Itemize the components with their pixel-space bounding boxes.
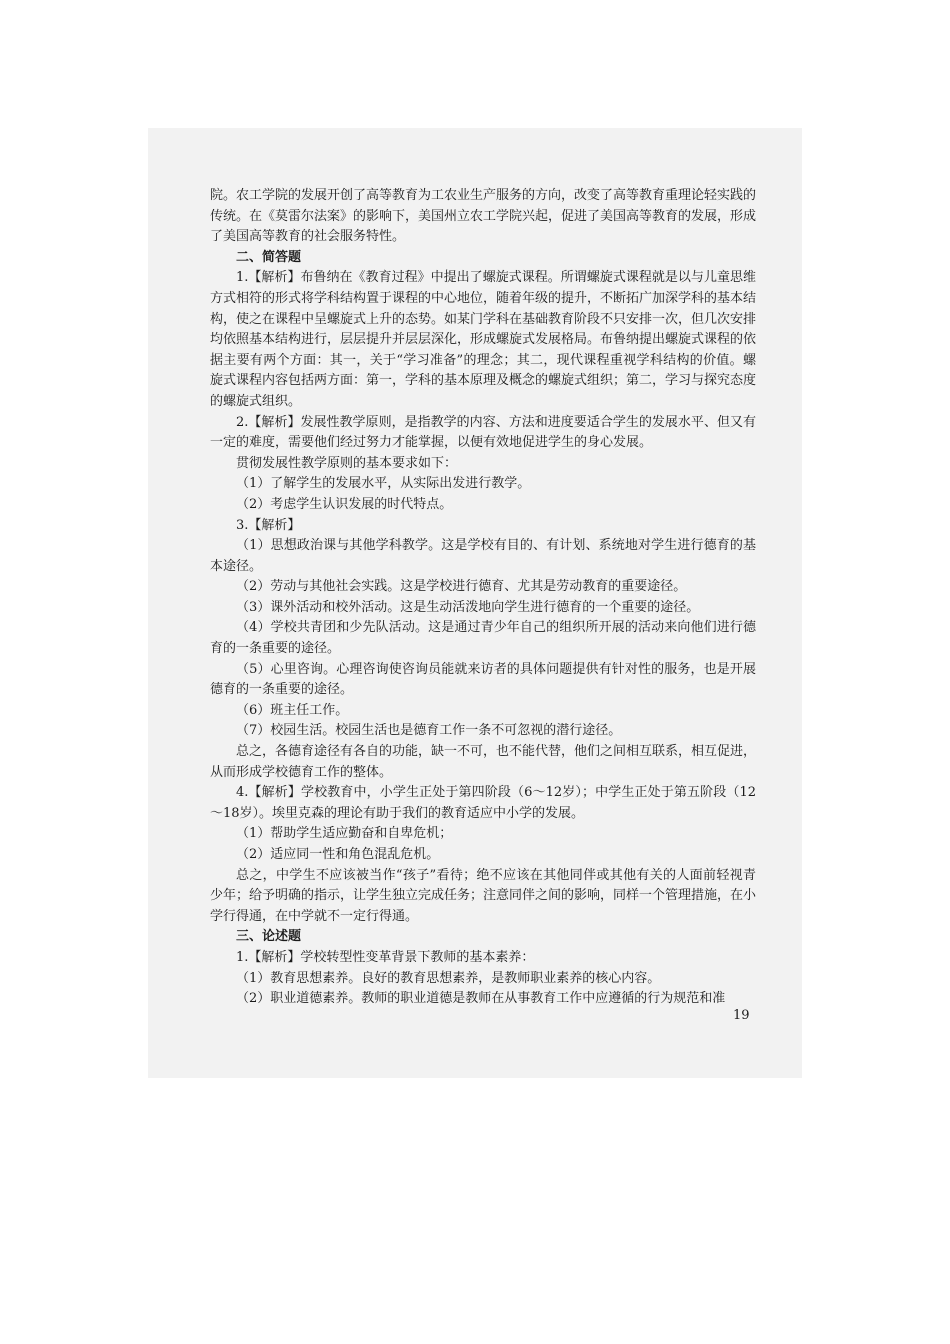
body-paragraph: （2）职业道德素养。教师的职业道德是教师在从事教育工作中应遵循的行为规范和准 [236, 991, 726, 1007]
body-paragraph: 1.【解析】布鲁纳在《教育过程》中提出了螺旋式课程。所谓螺旋式课程就是以与儿童思维方式相符的形式将学科结构置于课程的中心地位，随着年级的提升，不断拓广加深学科的基本结构，使之在课程中呈螺旋式上升的态势。如某门学科在基础教育阶段不只安排一次，但几次安排均依照基本结构进行，层层提升并层层深化，形成螺旋式发展格局。布鲁纳提出螺旋式课程的依据主要有两个方面：其一，关于“学习准备”的理念；其二，现代课程重视学科结构的价值。螺旋式课程内容包括两方面：第一，学科的基本原理及概念的螺旋式组织；第二，学习与探究态度的螺旋式组织。 [210, 270, 757, 409]
document-page [210, 186, 756, 1010]
body-paragraph: 总之，中学生不应该被当作“孩子”看待；绝不应该在其他同伴或其他有关的人面前轻视青少年；给予明确的指示，让学生独立完成任务；注意同伴之间的影响，同样一个管理措施，在小学行得通，在中学就不一定行得通。 [210, 867, 757, 924]
body-paragraph: （5）心里咨询。心理咨询使咨询员能就来访者的具体问题提供有针对性的服务，也是开展德育的一条重要的途径。 [210, 661, 756, 698]
body-paragraph: 总之，各德育途径有各自的功能，缺一不可，也不能代替，他们之间相互联系，相互促进，从而形成学校德育工作的整体。 [210, 744, 757, 780]
body-paragraph: 4.【解析】学校教育中，小学生正处于第四阶段（6～12岁）；中学生正处于第五阶段（12～18岁）。埃里克森的理论有助于我们的教育适应中小学的发展。 [210, 785, 756, 821]
body-paragraph: 1.【解析】学校转型性变革背景下教师的基本素养： [236, 949, 535, 965]
body-paragraph: （2）劳动与其他社会实践。这是学校进行德育、尤其是劳动教育的重要途径。 [236, 579, 687, 595]
body-paragraph: （1）帮助学生适应勤奋和自卑危机； [236, 826, 453, 842]
body-paragraph: 3.【解析】 [236, 517, 301, 533]
body-paragraph: （1）了解学生的发展水平，从实际出发进行教学。 [236, 476, 531, 492]
body-paragraph: 2.【解析】发展性教学原则，是指教学的内容、方法和进度要适合学生的发展水平、但又有一定的难度，需要他们经过努力才能掌握，以便有效地促进学生的身心发展。 [210, 414, 756, 451]
body-paragraph: （6）班主任工作。 [236, 702, 349, 718]
body-paragraph: （7）校园生活。校园生活也是德育工作一条不可忽视的潜行途径。 [236, 723, 622, 739]
body-paragraph: （1）教育思想素养。良好的教育思想素养，是教师职业素养的核心内容。 [236, 970, 661, 986]
body-paragraph: （2）考虑学生认识发展的时代特点。 [236, 496, 453, 512]
page-number: 19 [733, 1008, 750, 1023]
body-paragraph: （3）课外活动和校外活动。这是生动活泼地向学生进行德育的一个重要的途径。 [236, 599, 700, 615]
body-paragraph: （1）思想政治课与其他学科教学。这是学校有目的、有计划、系统地对学生进行德育的基本途径。 [210, 538, 756, 574]
section-heading: 三、论述题 [236, 929, 302, 945]
section-heading: 二、简答题 [236, 249, 302, 265]
body-paragraph: （2）适应同一性和角色混乱危机。 [236, 847, 440, 862]
body-paragraph: 院。农工学院的发展开创了高等教育为工农业生产服务的方向，改变了高等教育重理论轻实践的传统。在《莫雷尔法案》的影响下，美国州立农工学院兴起，促进了美国高等教育的发展，形成了美国高等教育的社会服务特性。 [210, 188, 757, 245]
body-paragraph: （4）学校共青团和少先队活动。这是通过青少年自己的组织所开展的活动来向他们进行德育的一条重要的途径。 [210, 620, 756, 657]
body-paragraph: 贯彻发展性教学原则的基本要求如下： [236, 455, 458, 471]
